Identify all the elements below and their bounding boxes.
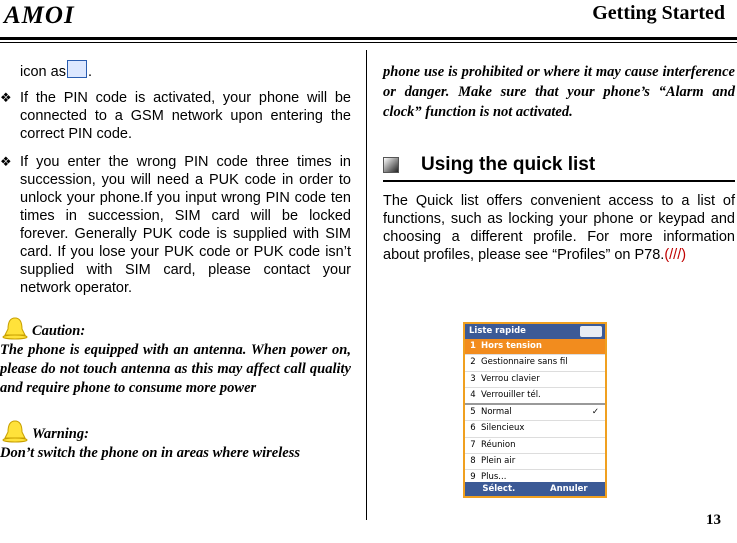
caution-title: Caution:	[32, 323, 86, 339]
item-label: Plein air	[481, 456, 516, 467]
softkey-bar	[465, 482, 605, 496]
item-label: Verrou clavier	[481, 373, 540, 384]
list-item[interactable]	[465, 421, 605, 437]
bullet-pin-activated	[0, 89, 351, 143]
item-number: 3	[470, 373, 476, 384]
page-reference-link[interactable]: (///)	[664, 247, 687, 263]
list-item[interactable]	[465, 355, 605, 371]
item-label: Plus...	[481, 472, 507, 483]
list-item[interactable]	[465, 388, 605, 405]
item-number: 1	[470, 341, 476, 351]
quick-list-paragraph	[383, 192, 735, 264]
list-item[interactable]	[465, 438, 605, 454]
item-label: Hors tension	[481, 341, 542, 351]
item-number: 9	[470, 472, 476, 483]
status-icon	[580, 326, 602, 337]
pin-icon	[67, 60, 87, 78]
warning-title: Warning:	[32, 426, 89, 442]
section-title: Using the quick list	[421, 154, 596, 175]
phone-title-bar	[465, 324, 605, 339]
brand-logo: AMOI	[4, 2, 75, 29]
bullet-text: If the PIN code is activated, your phone will be connected to a GSM network upon entering the correct PIN code.	[20, 90, 351, 142]
item-label: Silencieux	[481, 423, 525, 434]
diamond-bullet-icon: ❖	[0, 90, 12, 105]
bell-icon	[0, 418, 30, 444]
phone-screenshot	[463, 322, 607, 498]
item-number: 2	[470, 357, 476, 368]
bullet-text: If you enter the wrong PIN code three times in succession, you will need a PUK code in order to unlock your phone.If you input wrong PIN code ten times in succession, SIM card will be locked forever. Generally PUK code is supplied with SIM card. If you lose your PUK code or PUK code isn’t supplied with SIM card, please contact your network operator.	[20, 154, 351, 296]
check-icon: ✓	[591, 407, 599, 418]
chapter-title: Getting Started	[592, 2, 725, 24]
intro-text: icon as	[20, 64, 66, 80]
item-label: Normal	[481, 407, 512, 418]
warning-continued-text: phone use is prohibited or where it may cause interference or danger. Make sure that your phone’s “Alarm and clock” function is not activated.	[383, 64, 735, 120]
item-number: 8	[470, 456, 476, 467]
quick-list-text: The Quick list offers convenient access to a list of functions, such as locking your phone or keypad and choosing a different profile. For more information about profiles, please see “Profiles” on P78.	[383, 193, 735, 263]
item-label: Gestionnaire sans fil	[481, 357, 568, 368]
list-item[interactable]	[465, 405, 605, 421]
caution-heading	[0, 315, 351, 341]
left-column	[0, 60, 351, 463]
intro-line	[0, 60, 351, 81]
bullet-wrong-pin	[0, 153, 351, 297]
warning-text: Don’t switch the phone on in areas where wireless	[0, 445, 300, 461]
item-number: 4	[470, 389, 476, 400]
square-bullet-icon	[383, 157, 399, 173]
column-divider	[366, 50, 367, 520]
item-number: 6	[470, 423, 476, 434]
intro-end: .	[87, 64, 92, 80]
list-item[interactable]	[465, 372, 605, 388]
phone-title: Liste rapide	[469, 326, 526, 336]
item-number: 7	[470, 439, 476, 450]
right-column	[383, 62, 735, 264]
warning-heading	[0, 418, 351, 444]
diamond-bullet-icon: ❖	[0, 154, 12, 169]
item-label: Réunion	[481, 439, 516, 450]
list-item[interactable]	[465, 339, 605, 355]
page-number: 13	[706, 512, 721, 528]
header-rule-thin	[0, 42, 737, 43]
bell-icon	[0, 315, 30, 341]
caution-text: The phone is equipped with an antenna. When power on, please do not touch antenna as this may affect call quality and require phone to consume more power	[0, 342, 351, 396]
header-rule	[0, 37, 737, 40]
softkey-cancel[interactable]: Annuler	[550, 484, 588, 494]
item-label: Verrouiller tél.	[481, 389, 541, 400]
softkey-select[interactable]: Sélect.	[482, 484, 516, 494]
item-number: 5	[470, 407, 476, 418]
section-heading	[383, 154, 735, 182]
list-item[interactable]	[465, 454, 605, 470]
